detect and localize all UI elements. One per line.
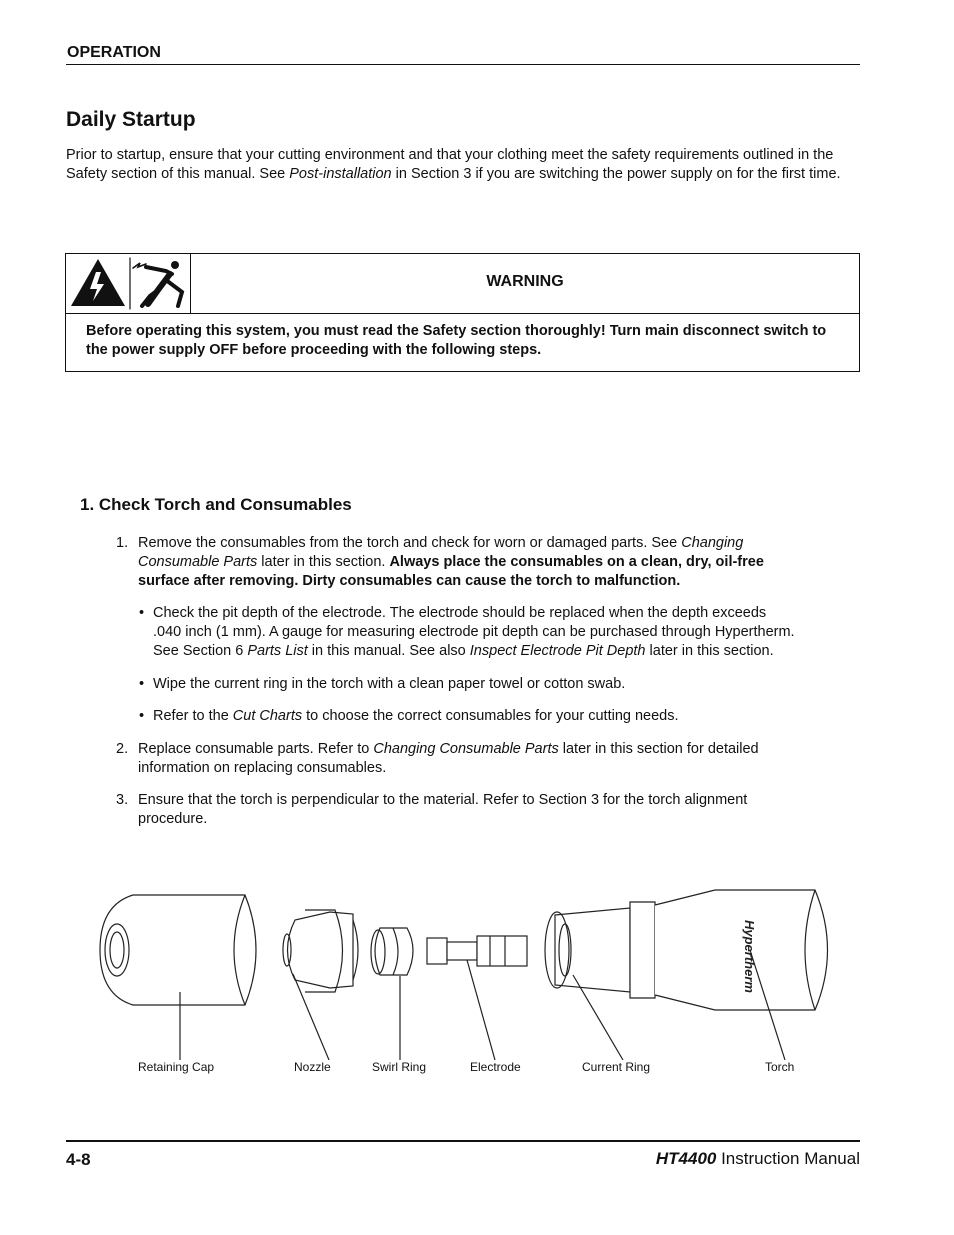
- part-label-retaining-cap: Retaining Cap: [138, 1060, 215, 1074]
- warning-heading: WARNING: [191, 254, 859, 314]
- page-title: Daily Startup: [66, 108, 196, 131]
- electrical-hazard-icon: [66, 254, 190, 313]
- electrode-drawing: [427, 936, 527, 1060]
- part-label-swirl-ring: Swirl Ring: [372, 1060, 427, 1074]
- step-1: 1. Remove the consumables from the torch and check for worn or damaged parts. See Changing Consumable Parts later in this section. Always place the consumables on a clean, dry, oil-free surface after removing. Dirty consumables can cause the torch to malfunction.: [116, 535, 764, 589]
- intro-paragraph: Prior to startup, ensure that your cutting environment and that your clothing meet the safety requirements outlined in the Safety section of this manual. See Post-installation in Section 3 if you are switching the power supply on for the first time.: [66, 147, 841, 182]
- step-3: 3. Ensure that the torch is perpendicular to the material. Refer to Section 3 for the torch alignment procedure.: [116, 792, 748, 827]
- nozzle-drawing: [283, 910, 358, 1060]
- footer-rule: [66, 1140, 860, 1142]
- header-rule: [66, 64, 860, 65]
- bullet-current-ring: • Wipe the current ring in the torch with a clean paper towel or cotton swab.: [139, 676, 626, 692]
- part-label-electrode: Electrode: [470, 1060, 521, 1074]
- subsection-title: 1. Check Torch and Consumables: [80, 495, 352, 514]
- part-label-nozzle: Nozzle: [294, 1060, 331, 1074]
- part-label-torch: Torch: [765, 1060, 795, 1074]
- section-header: OPERATION: [67, 44, 161, 61]
- retaining-cap-drawing: [100, 895, 256, 1060]
- electric-shock-icon: [130, 258, 182, 309]
- warning-text: Before operating this system, you must read the Safety section thoroughly! Turn main disconnect switch to the power supply OFF before proceeding with the following steps.: [86, 323, 827, 358]
- warning-box: [65, 253, 860, 372]
- consumables-diagram: [95, 880, 840, 1060]
- bullet-pit-depth: • Check the pit depth of the electrode. The electrode should be replaced when the depth exceeds .040 inch (1 mm). A gauge for measuring electrode pit depth can be purchased through Hypertherm. See Section 6 Parts List in this manual. See also Inspect Electrode Pit Depth later in this section.: [139, 605, 795, 659]
- torch-drawing: [545, 890, 828, 1060]
- page-number: 4-8: [66, 1150, 91, 1169]
- part-label-current-ring: Current Ring: [582, 1060, 651, 1074]
- swirl-ring-drawing: [371, 928, 413, 1060]
- bullet-cut-charts: • Refer to the Cut Charts to choose the correct consumables for your cutting needs.: [139, 708, 679, 724]
- warning-icons: [66, 254, 191, 314]
- manual-title: HT4400 Instruction Manual: [655, 1149, 860, 1168]
- torch-brand-label: Hypertherm: [742, 920, 757, 993]
- step-2: 2. Replace consumable parts. Refer to Changing Consumable Parts later in this section for detailed information on replacing consumables.: [116, 741, 759, 776]
